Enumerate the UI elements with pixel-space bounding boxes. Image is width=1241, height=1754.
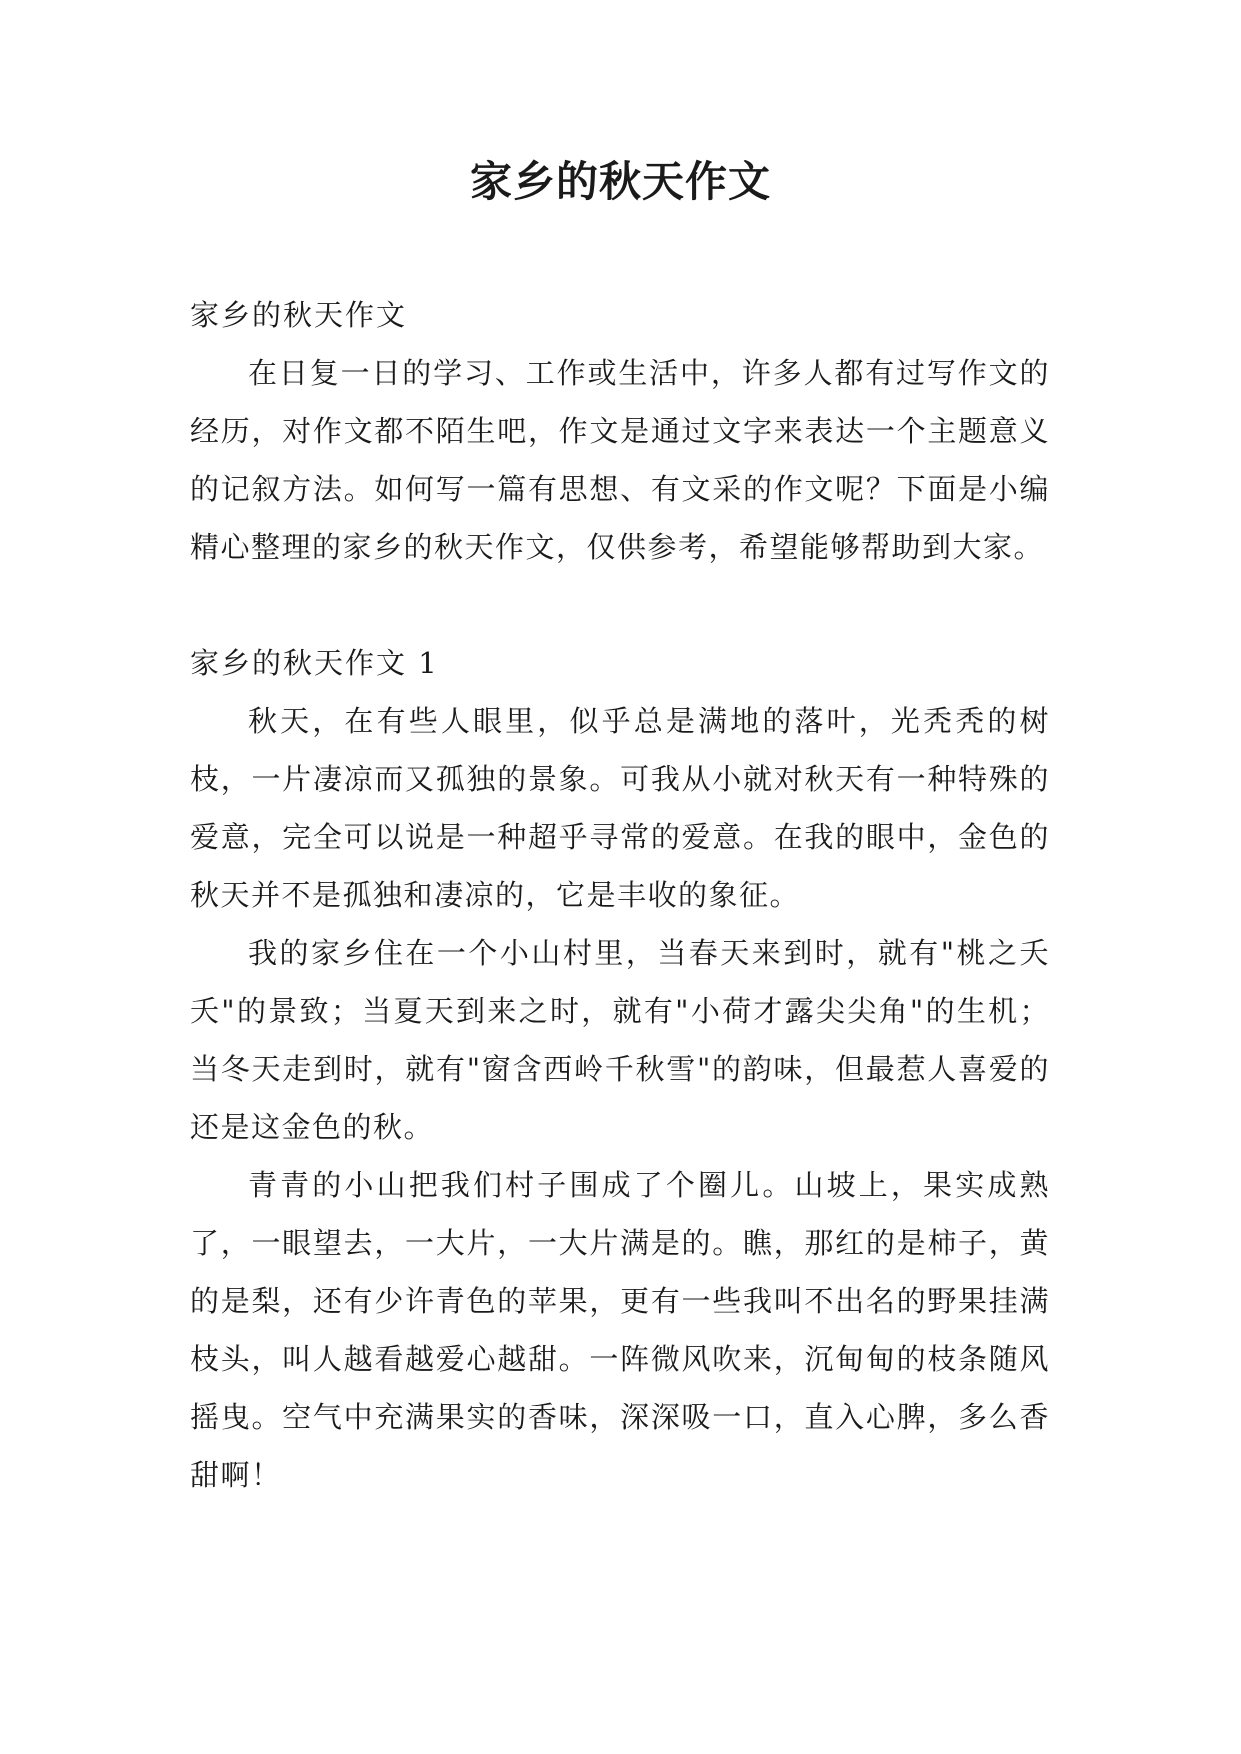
section-spacer <box>190 576 1050 634</box>
document-body <box>190 286 1050 1504</box>
section1-paragraph-3: 青青的小山把我们村子围成了个圈儿。山坡上，果实成熟了，一眼望去，一大片，一大片满是的。瞧，那红的是柿子，黄的是梨，还有少许青色的苹果，更有一些我叫不出名的野果挂满枝头，叫人越看越爱心越甜。一阵微风吹来，沉甸甸的枝条随风摇曳。空气中充满果实的香味，深深吸一口，直入心脾，多么香甜啊！ <box>190 1168 1050 1492</box>
section1-paragraph-1: 秋天，在有些人眼里，似乎总是满地的落叶，光秃秃的树枝，一片凄凉而又孤独的景象。可我从小就对秋天有一种特殊的爱意，完全可以说是一种超乎寻常的爱意。在我的眼中，金色的秋天并不是孤独和凄凉的，它是丰收的象征。 <box>190 704 1050 912</box>
section1-heading: 家乡的秋天作文 1 <box>190 646 439 680</box>
document-title: 家乡的秋天作文 <box>469 157 771 206</box>
intro-heading: 家乡的秋天作文 <box>190 298 408 332</box>
section1-paragraph-2: 我的家乡住在一个小山村里，当春天来到时，就有"桃之夭夭"的景致；当夏天到来之时，就有"小荷才露尖尖角"的生机；当冬天走到时，就有"窗含西岭千秋雪"的韵味，但最惹人喜爱的还是这金色的秋。 <box>190 936 1050 1144</box>
intro-paragraph: 在日复一日的学习、工作或生活中，许多人都有过写作文的经历，对作文都不陌生吧，作文是通过文字来表达一个主题意义的记叙方法。如何写一篇有思想、有文采的作文呢？下面是小编精心整理的家乡的秋天作文，仅供参考，希望能够帮助到大家。 <box>190 356 1050 564</box>
